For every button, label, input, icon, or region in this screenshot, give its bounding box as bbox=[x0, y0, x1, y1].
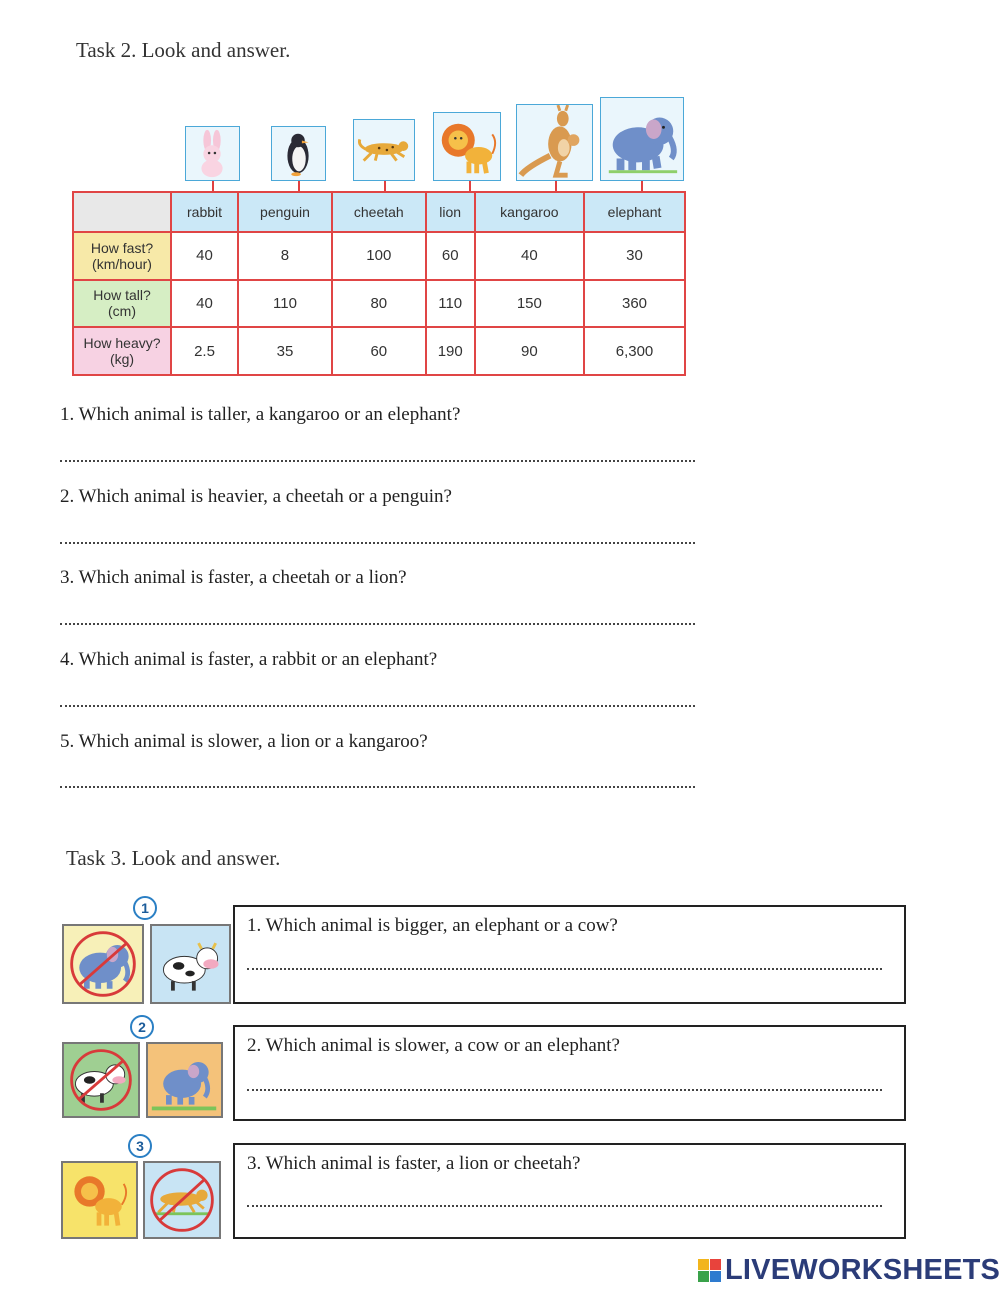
logo-blocks-icon bbox=[698, 1259, 721, 1282]
rabbit-picture bbox=[185, 126, 240, 181]
task2-answer-field-1[interactable] bbox=[60, 460, 695, 462]
task3-question-2: 2. Which animal is slower, a cow or an elephant? bbox=[247, 1035, 620, 1056]
table-cell: 100 bbox=[332, 232, 426, 280]
task3-question-box-1 bbox=[233, 905, 906, 1004]
task3-question-3: 3. Which animal is faster, a lion or cheetah? bbox=[247, 1153, 581, 1174]
column-header: cheetah bbox=[332, 192, 426, 232]
cheetah-icon bbox=[145, 1163, 219, 1237]
task2-question-1: 1. Which animal is taller, a kangaroo or an elephant? bbox=[60, 404, 461, 425]
row-label-height: How tall? (cm) bbox=[73, 280, 171, 328]
task3-question-1: 1. Which animal is bigger, an elephant or a cow? bbox=[247, 915, 618, 936]
table-cell: 360 bbox=[584, 280, 685, 328]
elephant-icon bbox=[148, 1044, 221, 1116]
kangaroo-picture bbox=[516, 104, 593, 181]
table-cell: 60 bbox=[332, 327, 426, 375]
table-cell: 35 bbox=[238, 327, 332, 375]
table-cell: 110 bbox=[426, 280, 475, 328]
task2-answer-field-4[interactable] bbox=[60, 705, 695, 707]
cheetah-picture bbox=[353, 119, 415, 181]
column-header: rabbit bbox=[171, 192, 238, 232]
table-cell: 2.5 bbox=[171, 327, 238, 375]
table-cell: 6,300 bbox=[584, 327, 685, 375]
task2-title: Task 2. Look and answer. bbox=[76, 38, 291, 62]
lion-picture bbox=[433, 112, 501, 181]
lion-picture bbox=[61, 1161, 138, 1239]
table-row bbox=[73, 232, 685, 280]
cow-icon bbox=[64, 1044, 138, 1116]
row-label-weight: How heavy? (kg) bbox=[73, 327, 171, 375]
cow-circled-picture bbox=[62, 1042, 140, 1118]
liveworksheets-logo bbox=[698, 1253, 1000, 1287]
task3-question-box-2 bbox=[233, 1025, 906, 1121]
rabbit-icon bbox=[186, 127, 239, 180]
cow-icon bbox=[152, 926, 229, 1002]
task3-answer-field-1[interactable] bbox=[247, 968, 882, 970]
table-cell: 30 bbox=[584, 232, 685, 280]
task3-answer-field-3[interactable] bbox=[247, 1205, 882, 1207]
item-number-badge: 2 bbox=[130, 1015, 154, 1039]
table-row bbox=[73, 327, 685, 375]
elephant-icon bbox=[601, 98, 683, 180]
task3-answer-field-2[interactable] bbox=[247, 1089, 882, 1091]
animal-data-table bbox=[72, 191, 686, 376]
elephant-picture bbox=[600, 97, 684, 181]
task2-question-4: 4. Which animal is faster, a rabbit or an elephant? bbox=[60, 649, 438, 670]
kangaroo-icon bbox=[517, 105, 592, 180]
cow-picture bbox=[150, 924, 231, 1004]
elephant-circled-picture bbox=[62, 924, 144, 1004]
table-cell: 190 bbox=[426, 327, 475, 375]
table-cell: 60 bbox=[426, 232, 475, 280]
task2-question-2: 2. Which animal is heavier, a cheetah or a penguin? bbox=[60, 486, 452, 507]
task2-answer-field-5[interactable] bbox=[60, 786, 695, 788]
table-header-row bbox=[73, 192, 685, 232]
logo-text: LIVEWORKSHEETS bbox=[725, 1253, 1000, 1286]
table-corner-cell bbox=[73, 192, 171, 232]
task2-question-5: 5. Which animal is slower, a lion or a kangaroo? bbox=[60, 731, 428, 752]
row-label-speed: How fast? (km/hour) bbox=[73, 232, 171, 280]
column-header: penguin bbox=[238, 192, 332, 232]
table-cell: 80 bbox=[332, 280, 426, 328]
table-cell: 40 bbox=[171, 280, 238, 328]
penguin-picture bbox=[271, 126, 326, 181]
lion-icon bbox=[434, 113, 500, 180]
cheetah-circled-picture bbox=[143, 1161, 221, 1239]
table-cell: 40 bbox=[171, 232, 238, 280]
column-header: lion bbox=[426, 192, 475, 232]
elephant-icon bbox=[64, 926, 142, 1002]
lion-icon bbox=[63, 1163, 136, 1237]
table-cell: 110 bbox=[238, 280, 332, 328]
table-cell: 150 bbox=[475, 280, 584, 328]
item-number-badge: 1 bbox=[133, 896, 157, 920]
penguin-icon bbox=[272, 127, 325, 180]
task3-question-box-3 bbox=[233, 1143, 906, 1239]
cheetah-icon bbox=[354, 120, 414, 180]
task2-answer-field-2[interactable] bbox=[60, 542, 695, 544]
elephant-picture bbox=[146, 1042, 223, 1118]
task3-title: Task 3. Look and answer. bbox=[66, 846, 281, 870]
item-number-badge: 3 bbox=[128, 1134, 152, 1158]
table-cell: 90 bbox=[475, 327, 584, 375]
column-header: kangaroo bbox=[475, 192, 584, 232]
table-cell: 8 bbox=[238, 232, 332, 280]
column-header: elephant bbox=[584, 192, 685, 232]
task2-answer-field-3[interactable] bbox=[60, 623, 695, 625]
table-row bbox=[73, 280, 685, 328]
task2-question-3: 3. Which animal is faster, a cheetah or a lion? bbox=[60, 567, 407, 588]
table-cell: 40 bbox=[475, 232, 584, 280]
